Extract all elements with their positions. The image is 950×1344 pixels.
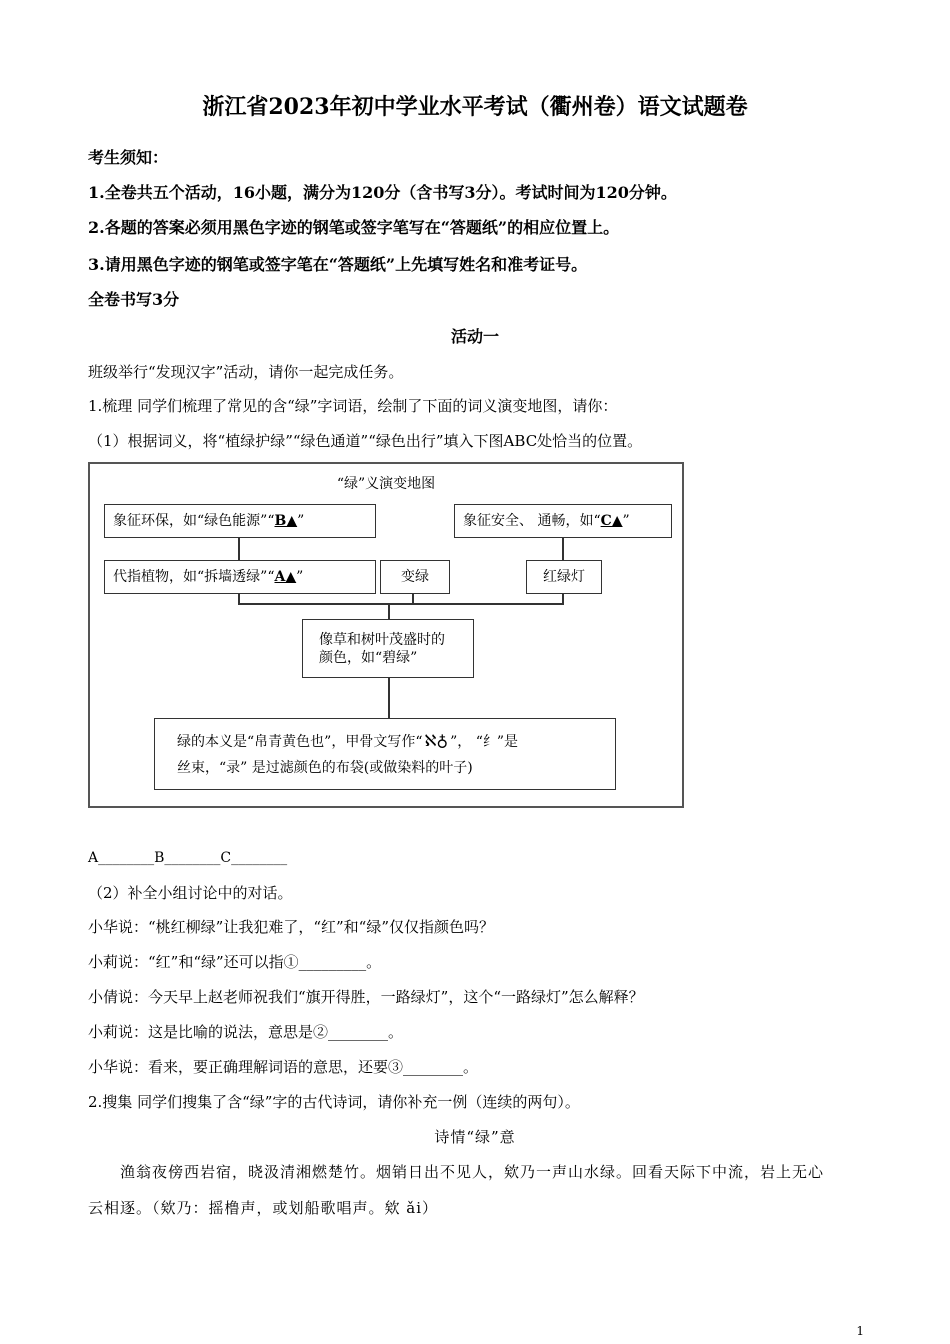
writing-score: 全卷书写3分 xyxy=(88,290,180,309)
question-1-sub2: （2）补全小组讨论中的对话。 xyxy=(88,884,293,902)
dialogue-line-3: 小倩说：今天早上赵老师祝我们“旗开得胜，一路绿灯”，这个“一路绿灯”怎么解释？ xyxy=(88,988,644,1006)
question-1-stem: 1.梳理 同学们梳理了常见的含“绿”字词语，绘制了下面的词义演变地图，请你： xyxy=(88,397,618,415)
connector-line xyxy=(562,538,564,560)
connector-line xyxy=(388,678,390,718)
blank-c: C▲ xyxy=(600,513,623,529)
blank-b: B▲ xyxy=(274,513,298,529)
box-traffic-light: 红绿灯 xyxy=(526,560,602,594)
box-environment: 象征环保，如“绿色能源”“ B▲ ” xyxy=(104,504,376,538)
box-turn-green: 变绿 xyxy=(380,560,450,594)
connector-line xyxy=(238,603,564,605)
notice-item-1: 1.全卷共五个活动，16小题，满分为120分（含书写3分）。考试时间为120分钟。 xyxy=(88,183,677,202)
poem-line-2: 云相逐。（欸乃：摇橹声，或划船歌唱声。欸 ǎi） xyxy=(88,1199,439,1217)
blank-a: A▲ xyxy=(274,569,297,585)
box-plant: 代指植物，如“拆墙透绿”“ A▲ ” xyxy=(104,560,376,594)
answer-blanks-abc: A________B________C________ xyxy=(88,850,288,866)
diagram-title: “绿”义演变地图 xyxy=(336,476,436,492)
dialogue-line-4: 小莉说：这是比喻的说法，意思是②________。 xyxy=(88,1023,404,1041)
page-title: 浙江省2023年初中学业水平考试（衢州卷）语文试题卷 xyxy=(202,94,748,120)
page-number: 1 xyxy=(856,1324,864,1338)
box-safety: 象征安全、 通畅，如“ C▲ ” xyxy=(454,504,672,538)
dialogue-line-1: 小华说：“桃红柳绿”让我犯难了，“红”和“绿”仅仅指颜色吗？ xyxy=(88,918,495,936)
box-color-meaning: 像草和树叶茂盛时的 颜色，如“碧绿” xyxy=(302,619,474,678)
box-original-meaning: 绿的本义是“帛青黄色也”，甲骨文写作“ ℵ♁ ”， “纟”是 丝束，“录” 是过滤颜色的布袋(或做染料的叶子) xyxy=(154,718,616,790)
oracle-bone-glyph-icon: ℵ♁ xyxy=(424,730,449,750)
poem-title: 诗情“绿”意 xyxy=(434,1128,516,1146)
poem-line-1: 渔翁夜傍西岩宿，晓汲清湘燃楚竹。烟销日出不见人，欸乃一声山水绿。回看天际下中流，岩上无心 xyxy=(120,1163,825,1181)
activity-intro: 班级举行“发现汉字”活动，请你一起完成任务。 xyxy=(88,363,404,381)
notice-item-3: 3.请用黑色字迹的钢笔或签字笔在“答题纸”上先填写姓名和准考证号。 xyxy=(88,255,588,274)
notice-item-2: 2.各题的答案必须用黑色字迹的钢笔或签字笔写在“答题纸”的相应位置上。 xyxy=(88,218,620,237)
notice-heading: 考生须知： xyxy=(88,148,169,167)
meaning-evolution-diagram xyxy=(88,462,684,808)
connector-line xyxy=(238,538,240,560)
activity-heading: 活动一 xyxy=(450,327,499,346)
dialogue-line-5: 小华说：看来，要正确理解词语的意思，还要③________。 xyxy=(88,1058,479,1076)
dialogue-line-2: 小莉说：“红”和“绿”还可以指①_________。 xyxy=(88,953,382,971)
question-2-stem: 2.搜集 同学们搜集了含“绿”字的古代诗词，请你补充一例（连续的两句）。 xyxy=(88,1093,580,1111)
connector-line xyxy=(388,603,390,619)
question-1-sub1: （1）根据词义，将“植绿护绿”“绿色通道”“绿色出行”填入下图ABC处恰当的位置。 xyxy=(88,432,643,450)
